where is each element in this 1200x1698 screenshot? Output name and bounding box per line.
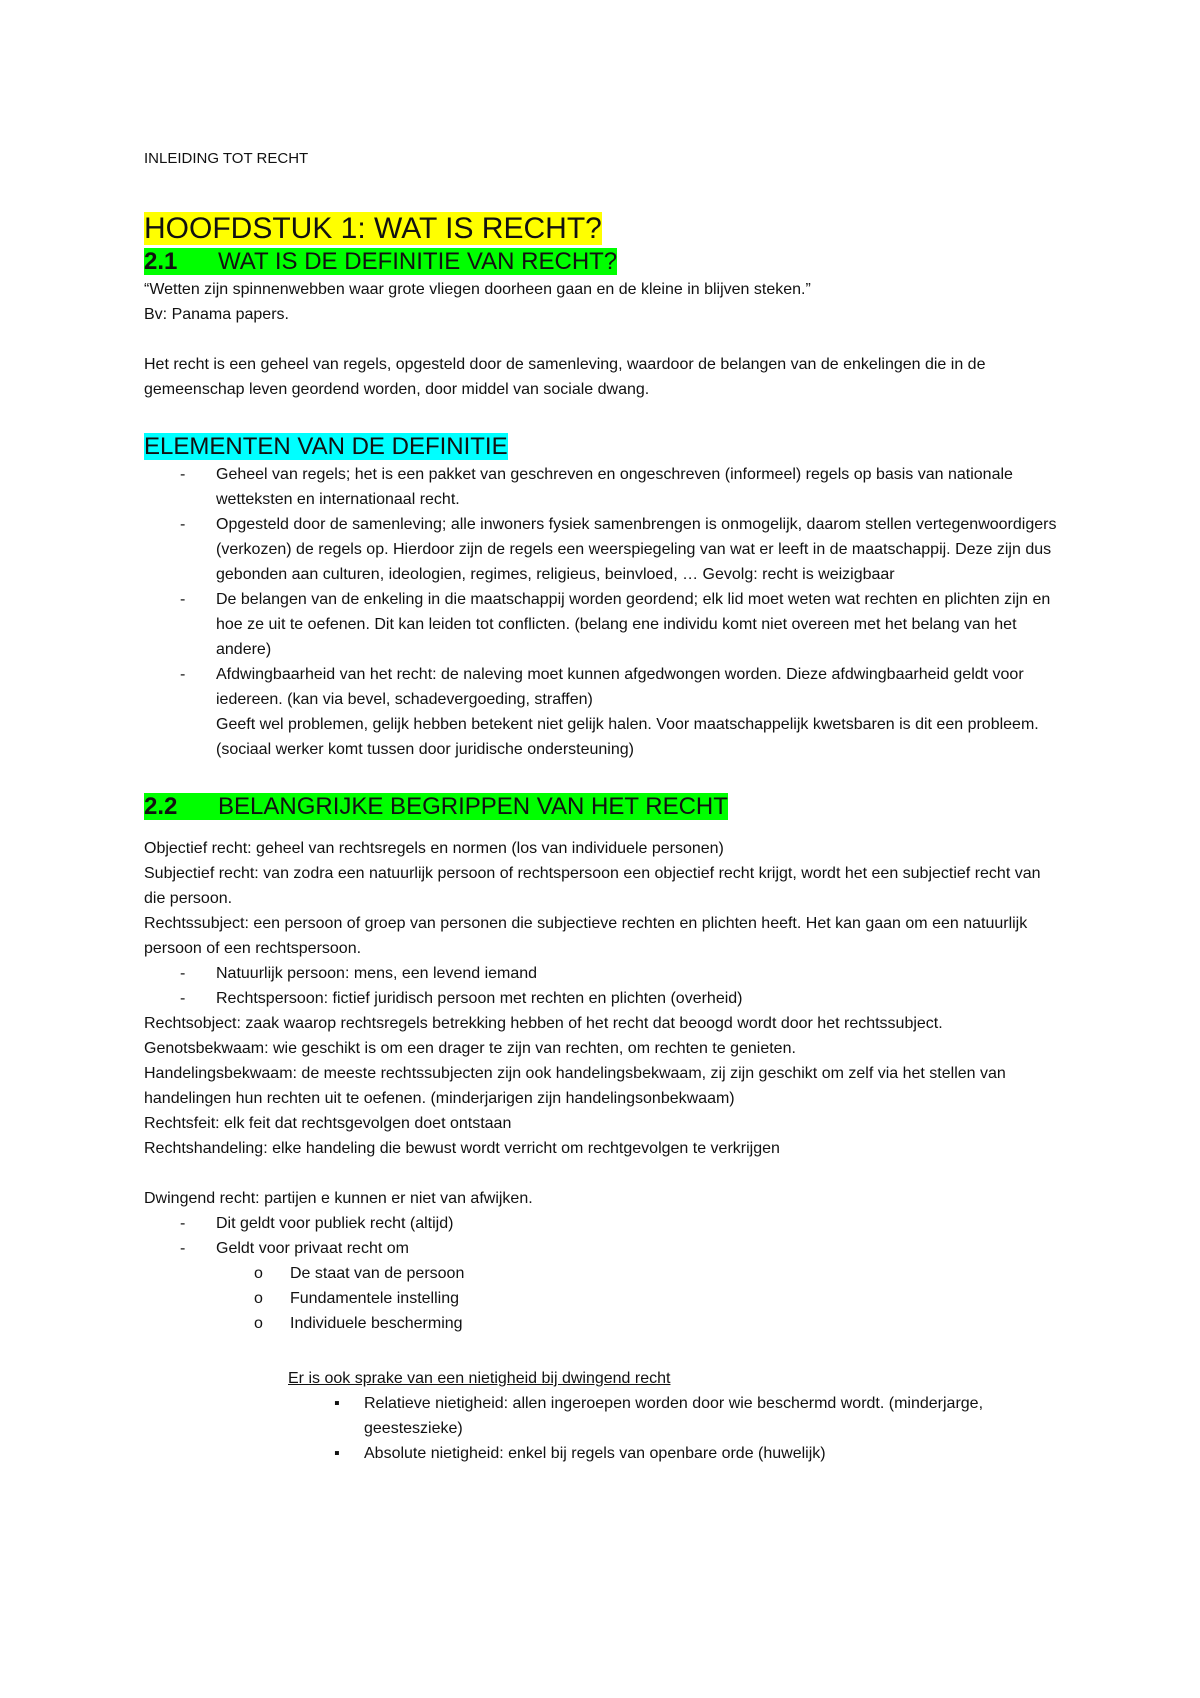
nietigheid-heading: Er is ook sprake van een nietigheid bij dwingend recht (288, 1370, 671, 1387)
subject-list (144, 961, 1064, 1011)
list-item: - Natuurlijk persoon: mens, een levend iemand (216, 961, 1064, 986)
elements-heading-text: ELEMENTEN VAN DE DEFINITIE (144, 433, 508, 460)
section-number: 2.2 (144, 793, 178, 820)
list-item-text: Afdwingbaarheid van het recht: de naleving moet kunnen afgedwongen worden. Dieze afdwingbaarheid geldt voor iedereen. (kan via bevel, schadevergoeding, straffen) (216, 666, 1024, 708)
list-item: - Geheel van regels; het is een pakket van geschreven en ongeschreven (informeel) regels op basis van nationale wetteksten en internationaal recht. (216, 462, 1064, 512)
section-2-2-highlight (144, 793, 728, 820)
section-2-1-highlight (144, 248, 617, 275)
list-item: - De belangen van de enkeling in die maatschappij worden geordend; elk lid moet weten wat rechten en plichten zijn en hoe ze uit te oefenen. Dit kan leiden tot conflicten. (belang ene individu komt niet overeen met het belang van het andere) (216, 587, 1064, 662)
section-title: WAT IS DE DEFINITIE VAN RECHT? (218, 248, 618, 275)
list-item: ▪ Relatieve nietigheid: allen ingeroepen worden door wie beschermd wordt. (minderjarge, geesteszieke) (364, 1391, 1064, 1441)
dwingend-intro: Dwingend recht: partijen e kunnen er niet van afwijken. (144, 1190, 533, 1207)
term-genotsbekwaam: Genotsbekwaam: wie geschikt is om een drager te zijn van rechten, om rechten te genieten. (144, 1040, 796, 1057)
section-2-1-heading (144, 247, 1064, 277)
list-item: o De staat van de persoon (290, 1261, 1064, 1286)
term-rechtshandeling: Rechtshandeling: elke handeling die bewust wordt verricht om rechtgevolgen te verkrijgen (144, 1140, 780, 1157)
list-item (216, 662, 1064, 762)
list-item: - Geldt voor privaat recht om (216, 1236, 1064, 1261)
document-page (144, 146, 1064, 1466)
list-item: ▪ Absolute nietigheid: enkel bij regels van openbare orde (huwelijk) (364, 1441, 1064, 1466)
term-subjectief: Subjectief recht: van zodra een natuurlijk persoon of rechtspersoon een objectief recht krijgt, wordt het een subjectief recht van die persoon. (144, 865, 1041, 907)
section-2-2-heading (144, 792, 1064, 822)
document-title: INLEIDING TOT RECHT (144, 150, 309, 167)
list-item: - Rechtspersoon: fictief juridisch persoon met rechten en plichten (overheid) (216, 986, 1064, 1011)
term-rechtsobject: Rechtsobject: zaak waarop rechtsregels betrekking hebben of het recht dat beoogd wordt door het rechtssubject. (144, 1015, 943, 1032)
chapter-heading-text: HOOFDSTUK 1: WAT IS RECHT? (144, 212, 602, 245)
example: Bv: Panama papers. (144, 306, 289, 323)
section-title: BELANGRIJKE BEGRIPPEN VAN HET RECHT (218, 793, 728, 820)
list-item: o Individuele bescherming (290, 1311, 1064, 1336)
term-handelingsbekwaam: Handelingsbekwaam: de meeste rechtssubjecten zijn ook handelingsbekwaam, zij zijn geschikt om zelf via het stellen van handelingen hun rechten uit te oefenen. (minderjarigen zijn handelingsonbekwaam) (144, 1065, 1006, 1107)
term-rechtssubject: Rechtssubject: een persoon of groep van personen die subjectieve rechten en plichten heeft. Het kan gaan om een natuurlijk persoon of een rechtspersoon. (144, 915, 1028, 957)
elements-list (144, 462, 1064, 762)
dwingend-sublist (144, 1261, 1064, 1336)
definition: Het recht is een geheel van regels, opgesteld door de samenleving, waardoor de belangen van de enkelingen die in de gemeenschap leven geordend worden, door middel van sociale dwang. (144, 356, 986, 398)
list-item: - Dit geldt voor publiek recht (altijd) (216, 1211, 1064, 1236)
list-item-extra: Geeft wel problemen, gelijk hebben betekent niet gelijk halen. Voor maatschappelijk kwetsbaren is dit een probleem. (sociaal werker komt tussen door juridische ondersteuning) (216, 716, 1039, 758)
list-item: - Opgesteld door de samenleving; alle inwoners fysiek samenbrengen is onmogelijk, daarom stellen vertegenwoordigers (verkozen) de regels op. Hierdoor zijn de regels een weerspiegeling van wat er leeft in de maatschappij. Deze zijn dus gebonden aan culturen, ideologien, regimes, religieus, beinvloed, … Gevolg: recht is weizigbaar (216, 512, 1064, 587)
dwingend-list (144, 1211, 1064, 1261)
term-objectief: Objectief recht: geheel van rechtsregels en normen (los van individuele personen) (144, 840, 724, 857)
list-item: o Fundamentele instelling (290, 1286, 1064, 1311)
elements-heading (144, 432, 1064, 462)
section-number: 2.1 (144, 248, 178, 275)
chapter-heading (144, 211, 1064, 247)
nietigheid-list (144, 1391, 1064, 1466)
quote: “Wetten zijn spinnenwebben waar grote vliegen doorheen gaan en de kleine in blijven steken.” (144, 281, 811, 298)
term-rechtsfeit: Rechtsfeit: elk feit dat rechtsgevolgen doet ontstaan (144, 1115, 512, 1132)
